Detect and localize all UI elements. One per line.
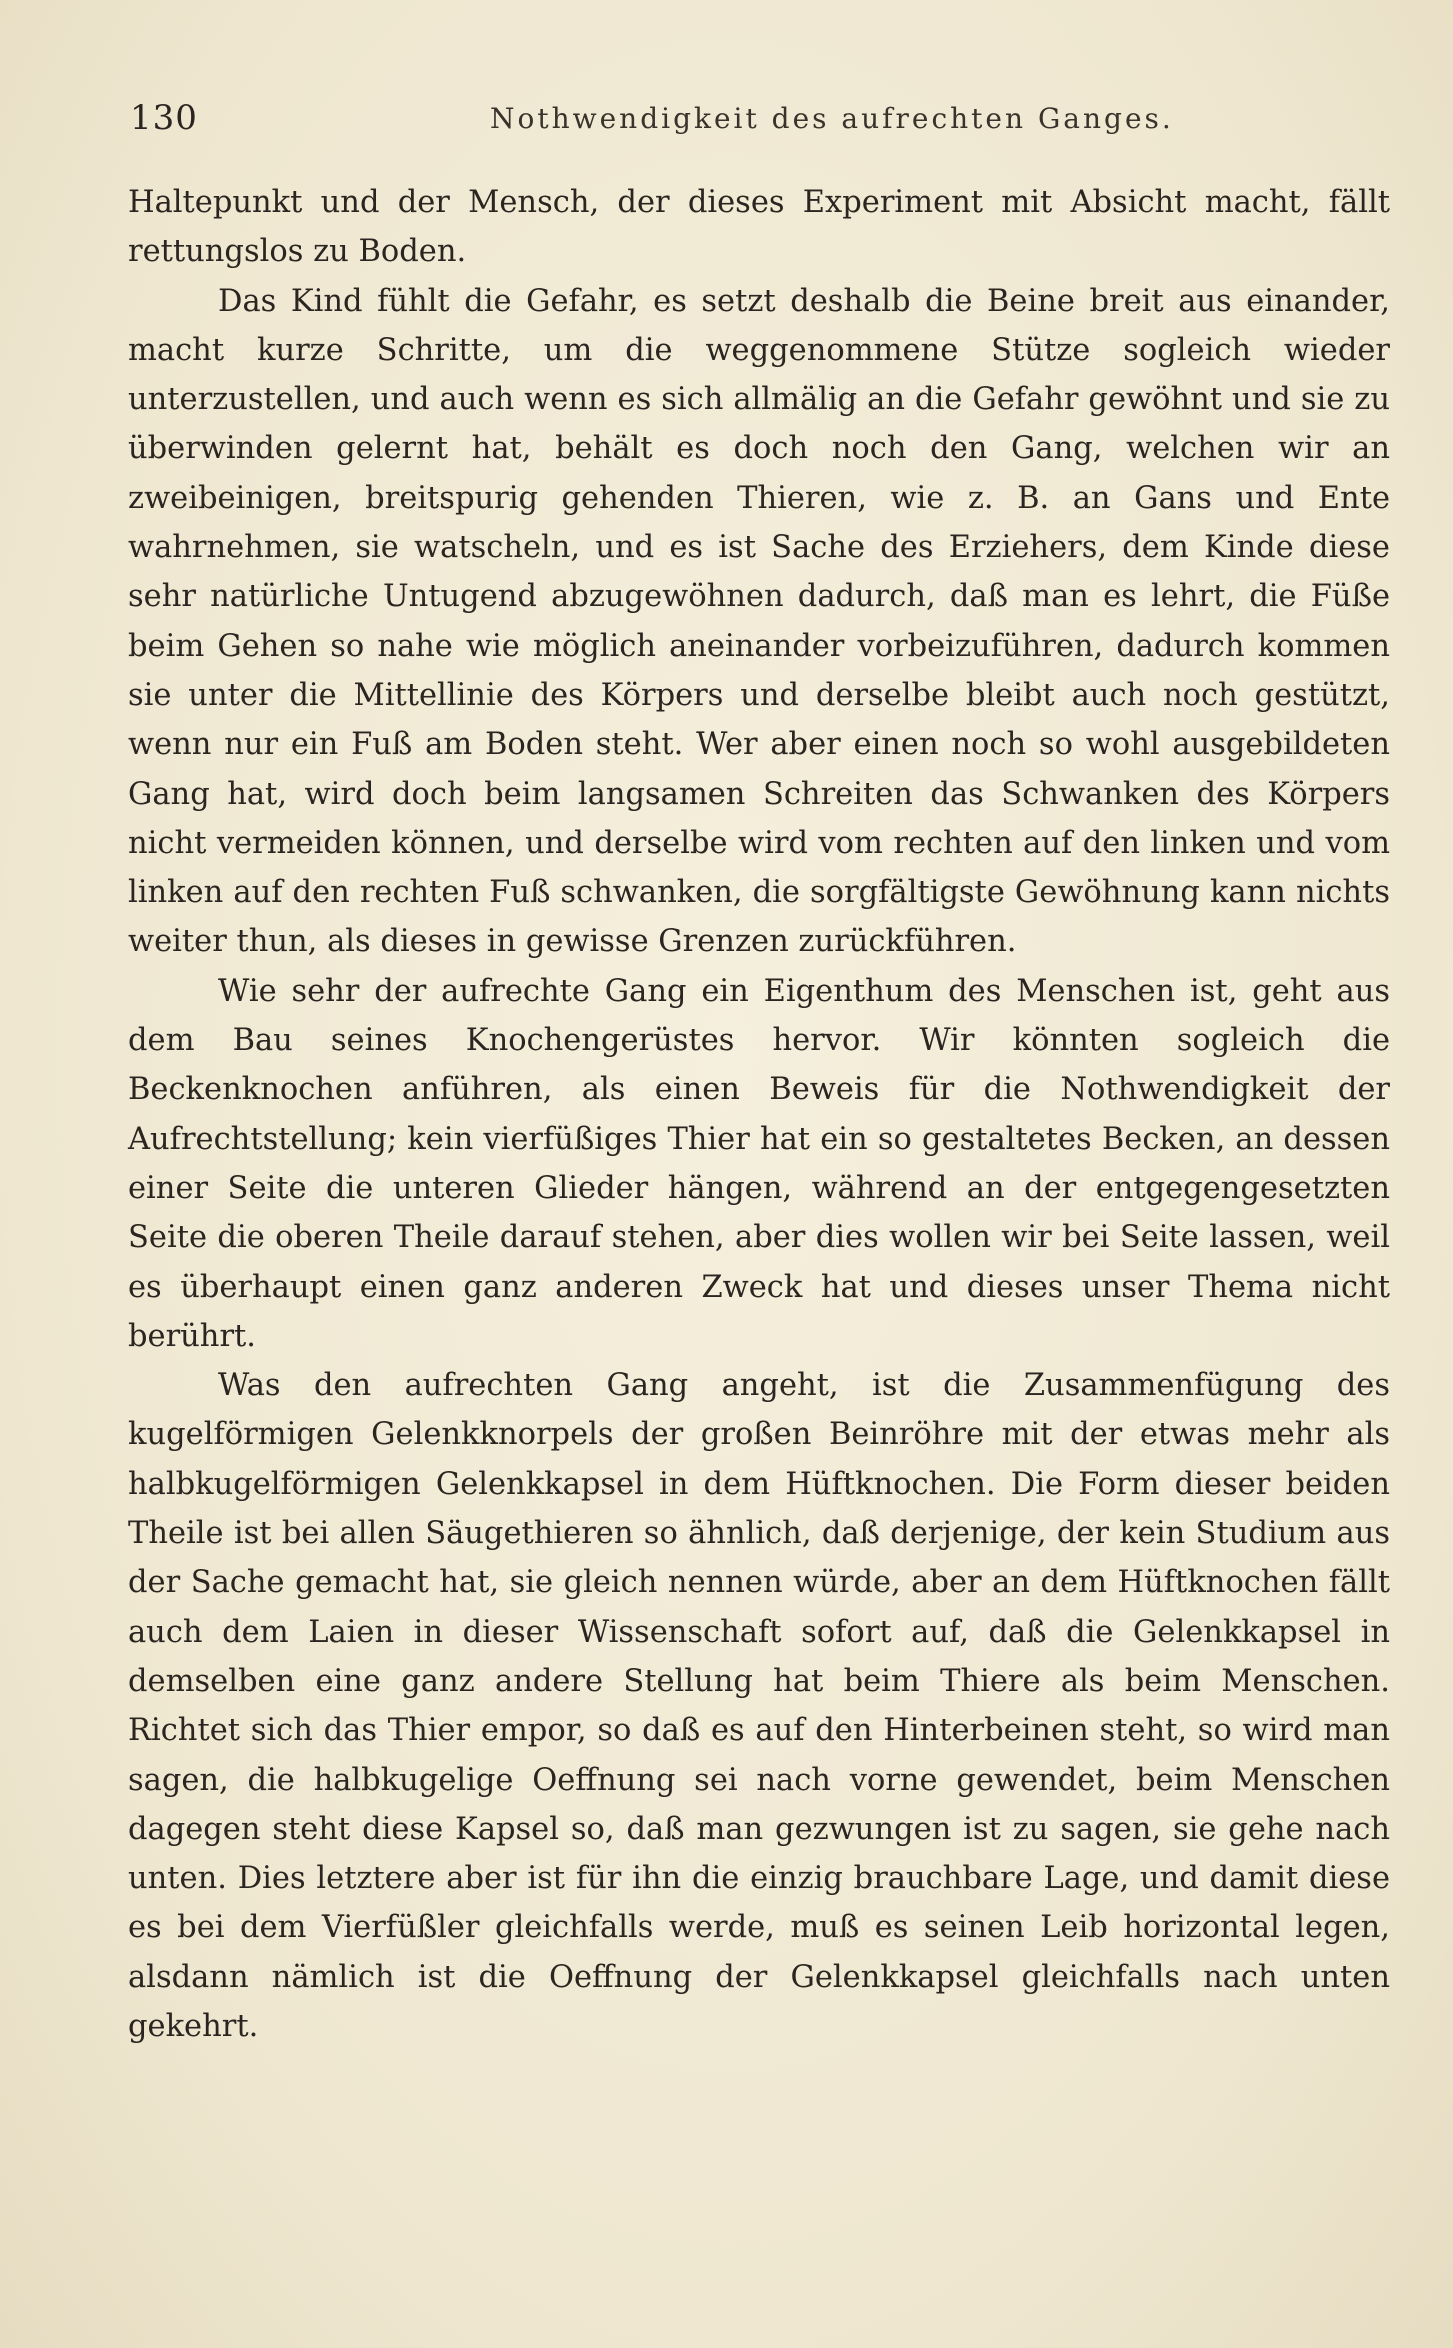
paragraph-1: Haltepunkt und der Mensch, der dieses Experiment mit Absicht macht, fällt rettungslos zu Boden. <box>128 185 1390 270</box>
body-text <box>128 178 1390 2051</box>
running-head: Nothwendigkeit des aufrechten Ganges. <box>490 102 1174 135</box>
paragraph-3: Wie sehr der aufrechte Gang ein Eigenthum des Menschen ist, geht aus dem Bau seines Knochengerüstes hervor. Wir könnten sogleich die Beckenknochen anführen, als einen Beweis für die Nothwendigkeit der Aufrechtstellung; kein vierfüßiges Thier hat ein so gestaltetes Becken, an dessen einer Seite die unteren Glieder hängen, während an der entgegengesetzten Seite die oberen Theile darauf stehen, aber dies wollen wir bei Seite lassen, weil es überhaupt einen ganz anderen Zweck hat und dieses unser Thema nicht berührt. <box>128 973 1390 1354</box>
page-header <box>130 98 1323 148</box>
page-number: 130 <box>130 98 198 138</box>
paragraph-4: Was den aufrechten Gang angeht, ist die Zusammenfügung des kugelförmigen Gelenkknorpels der großen Beinröhre mit der etwas mehr als halbkugelförmigen Gelenkkapsel in dem Hüftknochen. Die Form dieser beiden Theile ist bei allen Säugethieren so ähnlich, daß derjenige, der kein Studium aus der Sache gemacht hat, sie gleich nennen würde, aber an dem Hüftknochen fällt auch dem Laien in dieser Wissenschaft sofort auf, daß die Gelenkkapsel in demselben eine ganz andere Stellung hat beim Thiere als beim Menschen. Richtet sich das Thier empor, so daß es auf den Hinterbeinen steht, so wird man sagen, die halbkugelige Oeffnung sei nach vorne gewendet, beim Menschen dagegen steht diese Kapsel so, daß man gezwungen ist zu sagen, sie gehe nach unten. Dies letztere aber ist für ihn die einzig brauchbare Lage, und damit diese es bei dem Vierfüßler gleichfalls werde, muß es seinen Leib horizontal legen, alsdann nämlich ist die Oeffnung der Gelenkkapsel gleichfalls nach unten gekehrt. <box>128 1368 1390 2044</box>
paragraph-2: Das Kind fühlt die Gefahr, es setzt deshalb die Beine breit aus einander, macht kurze Schritte, um die weggenommene Stütze sogleich wieder unterzustellen, und auch wenn es sich allmälig an die Gefahr gewöhnt und sie zu überwinden gelernt hat, behält es doch noch den Gang, welchen wir an zweibeinigen, breitspurig gehenden Thieren, wie z. B. an Gans und Ente wahrnehmen, sie watscheln, und es ist Sache des Erziehers, dem Kinde diese sehr natürliche Untugend abzugewöhnen dadurch, daß man es lehrt, die Füße beim Gehen so nahe wie möglich aneinander vorbeizuführen, dadurch kommen sie unter die Mittellinie des Körpers und derselbe bleibt auch noch gestützt, wenn nur ein Fuß am Boden steht. Wer aber einen noch so wohl ausgebildeten Gang hat, wird doch beim langsamen Schreiten das Schwanken des Körpers nicht vermeiden können, und derselbe wird vom rechten auf den linken und vom linken auf den rechten Fuß schwanken, die sorgfältigste Gewöhnung kann nichts weiter thun, als dieses in gewisse Grenzen zurückführen. <box>128 283 1390 960</box>
